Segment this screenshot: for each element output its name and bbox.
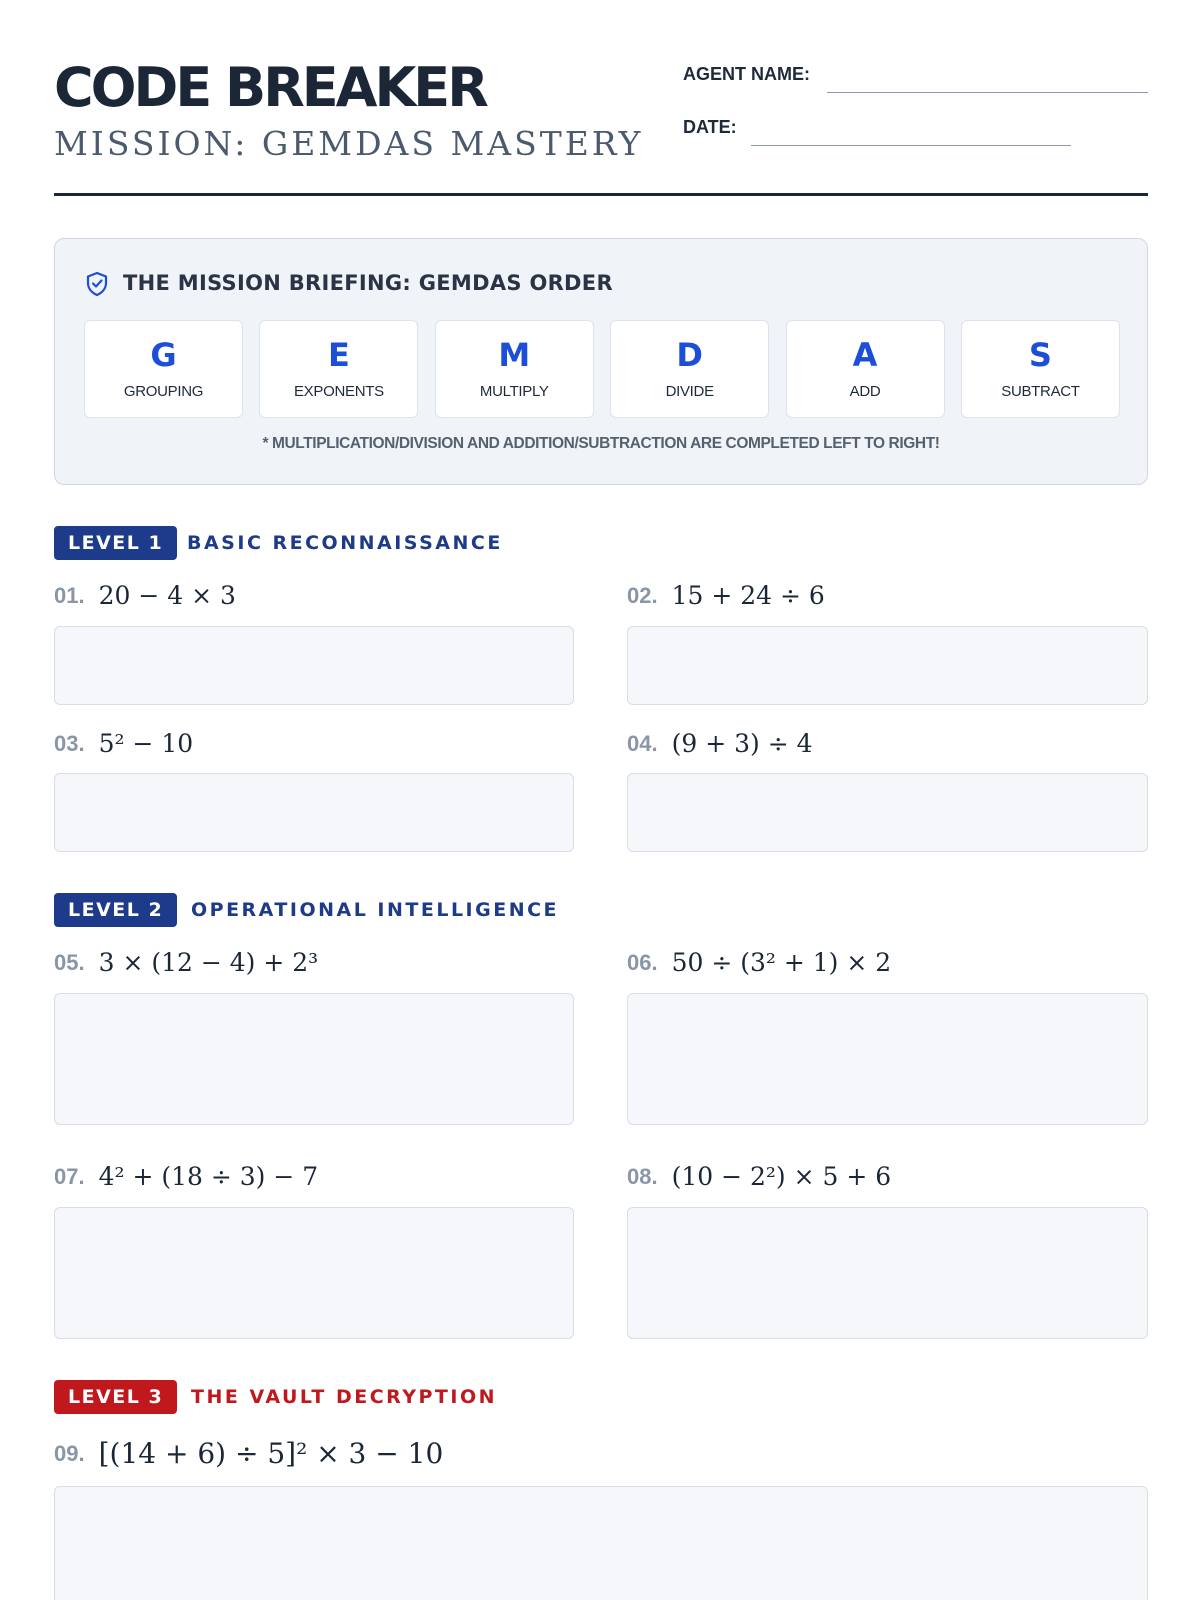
question-number: 08. bbox=[627, 1163, 658, 1189]
answer-box-03[interactable] bbox=[54, 773, 574, 852]
gemdas-card-grouping bbox=[84, 320, 243, 418]
question-04 bbox=[627, 729, 813, 769]
question-number: 02. bbox=[627, 582, 658, 608]
card-letter: M bbox=[498, 336, 531, 374]
date-label: DATE: bbox=[683, 117, 737, 137]
briefing-title: THE MISSION BRIEFING: GEMDAS ORDER bbox=[123, 271, 613, 295]
agent-name-label: AGENT NAME: bbox=[683, 64, 810, 84]
gemdas-cards bbox=[84, 320, 1120, 418]
level-name: BASIC RECONNAISSANCE bbox=[187, 532, 503, 554]
mission-briefing-panel bbox=[54, 238, 1148, 485]
date-field[interactable] bbox=[751, 144, 1071, 146]
gemdas-card-divide bbox=[610, 320, 769, 418]
card-letter: G bbox=[150, 336, 177, 374]
level-name: OPERATIONAL INTELLIGENCE bbox=[191, 899, 560, 921]
level-badge: LEVEL 2 bbox=[54, 893, 177, 927]
question-number: 04. bbox=[627, 730, 658, 756]
question-07 bbox=[54, 1162, 318, 1202]
card-word: DIVIDE bbox=[665, 383, 714, 400]
level-badge: LEVEL 3 bbox=[54, 1380, 177, 1414]
question-number: 06. bbox=[627, 949, 658, 975]
question-expression: (10 − 2²) × 5 + 6 bbox=[671, 1162, 892, 1191]
shield-check-icon bbox=[85, 271, 109, 297]
worksheet-title: CODE BREAKER bbox=[54, 56, 486, 119]
gemdas-card-multiply bbox=[435, 320, 594, 418]
answer-box-02[interactable] bbox=[627, 626, 1148, 705]
question-number: 03. bbox=[54, 730, 85, 756]
question-expression: [(14 + 6) ÷ 5]² × 3 − 10 bbox=[98, 1437, 444, 1470]
question-expression: 5² − 10 bbox=[98, 729, 194, 758]
question-number: 07. bbox=[54, 1163, 85, 1189]
card-letter: S bbox=[1028, 336, 1052, 374]
question-02 bbox=[627, 581, 825, 621]
question-09 bbox=[54, 1437, 443, 1477]
question-expression: 15 + 24 ÷ 6 bbox=[671, 581, 825, 610]
card-word: GROUPING bbox=[123, 383, 204, 400]
answer-box-09[interactable] bbox=[54, 1486, 1148, 1600]
question-expression: (9 + 3) ÷ 4 bbox=[671, 729, 813, 758]
answer-box-06[interactable] bbox=[627, 993, 1148, 1125]
answer-box-04[interactable] bbox=[627, 773, 1148, 852]
card-word: EXPONENTS bbox=[293, 383, 384, 400]
question-08 bbox=[627, 1162, 891, 1202]
question-01 bbox=[54, 581, 236, 621]
level-2-header bbox=[54, 893, 654, 927]
card-word: ADD bbox=[849, 383, 881, 400]
question-06 bbox=[627, 948, 891, 988]
answer-box-05[interactable] bbox=[54, 993, 574, 1125]
question-expression: 50 ÷ (3² + 1) × 2 bbox=[671, 948, 892, 977]
question-number: 05. bbox=[54, 949, 85, 975]
answer-box-07[interactable] bbox=[54, 1207, 574, 1339]
question-expression: 3 × (12 − 4) + 2³ bbox=[98, 948, 319, 977]
level-badge: LEVEL 1 bbox=[54, 526, 177, 560]
worksheet-subtitle: MISSION: GEMDAS MASTERY bbox=[54, 124, 644, 163]
gemdas-card-subtract bbox=[961, 320, 1120, 418]
question-03 bbox=[54, 729, 193, 769]
agent-name-field[interactable] bbox=[827, 91, 1148, 93]
answer-box-08[interactable] bbox=[627, 1207, 1148, 1339]
card-letter: A bbox=[852, 336, 878, 374]
card-word: MULTIPLY bbox=[479, 383, 549, 400]
card-letter: D bbox=[676, 336, 703, 374]
question-expression: 20 − 4 × 3 bbox=[98, 581, 236, 610]
card-letter: E bbox=[327, 336, 350, 374]
question-05 bbox=[54, 948, 318, 988]
question-expression: 4² + (18 ÷ 3) − 7 bbox=[98, 1162, 319, 1191]
header-divider bbox=[54, 193, 1148, 196]
level-1-header bbox=[54, 526, 654, 560]
gemdas-card-add bbox=[786, 320, 945, 418]
briefing-note: * MULTIPLICATION/DIVISION AND ADDITION/SUBTRACTION ARE COMPLETED LEFT TO RIGHT! bbox=[262, 435, 940, 452]
worksheet-header bbox=[54, 58, 1148, 198]
question-number: 01. bbox=[54, 582, 85, 608]
answer-box-01[interactable] bbox=[54, 626, 574, 705]
gemdas-card-exponents bbox=[259, 320, 418, 418]
level-3-header bbox=[54, 1380, 654, 1414]
question-number: 09. bbox=[54, 1440, 85, 1466]
card-word: SUBTRACT bbox=[1001, 383, 1080, 400]
level-name: THE VAULT DECRYPTION bbox=[191, 1386, 498, 1408]
